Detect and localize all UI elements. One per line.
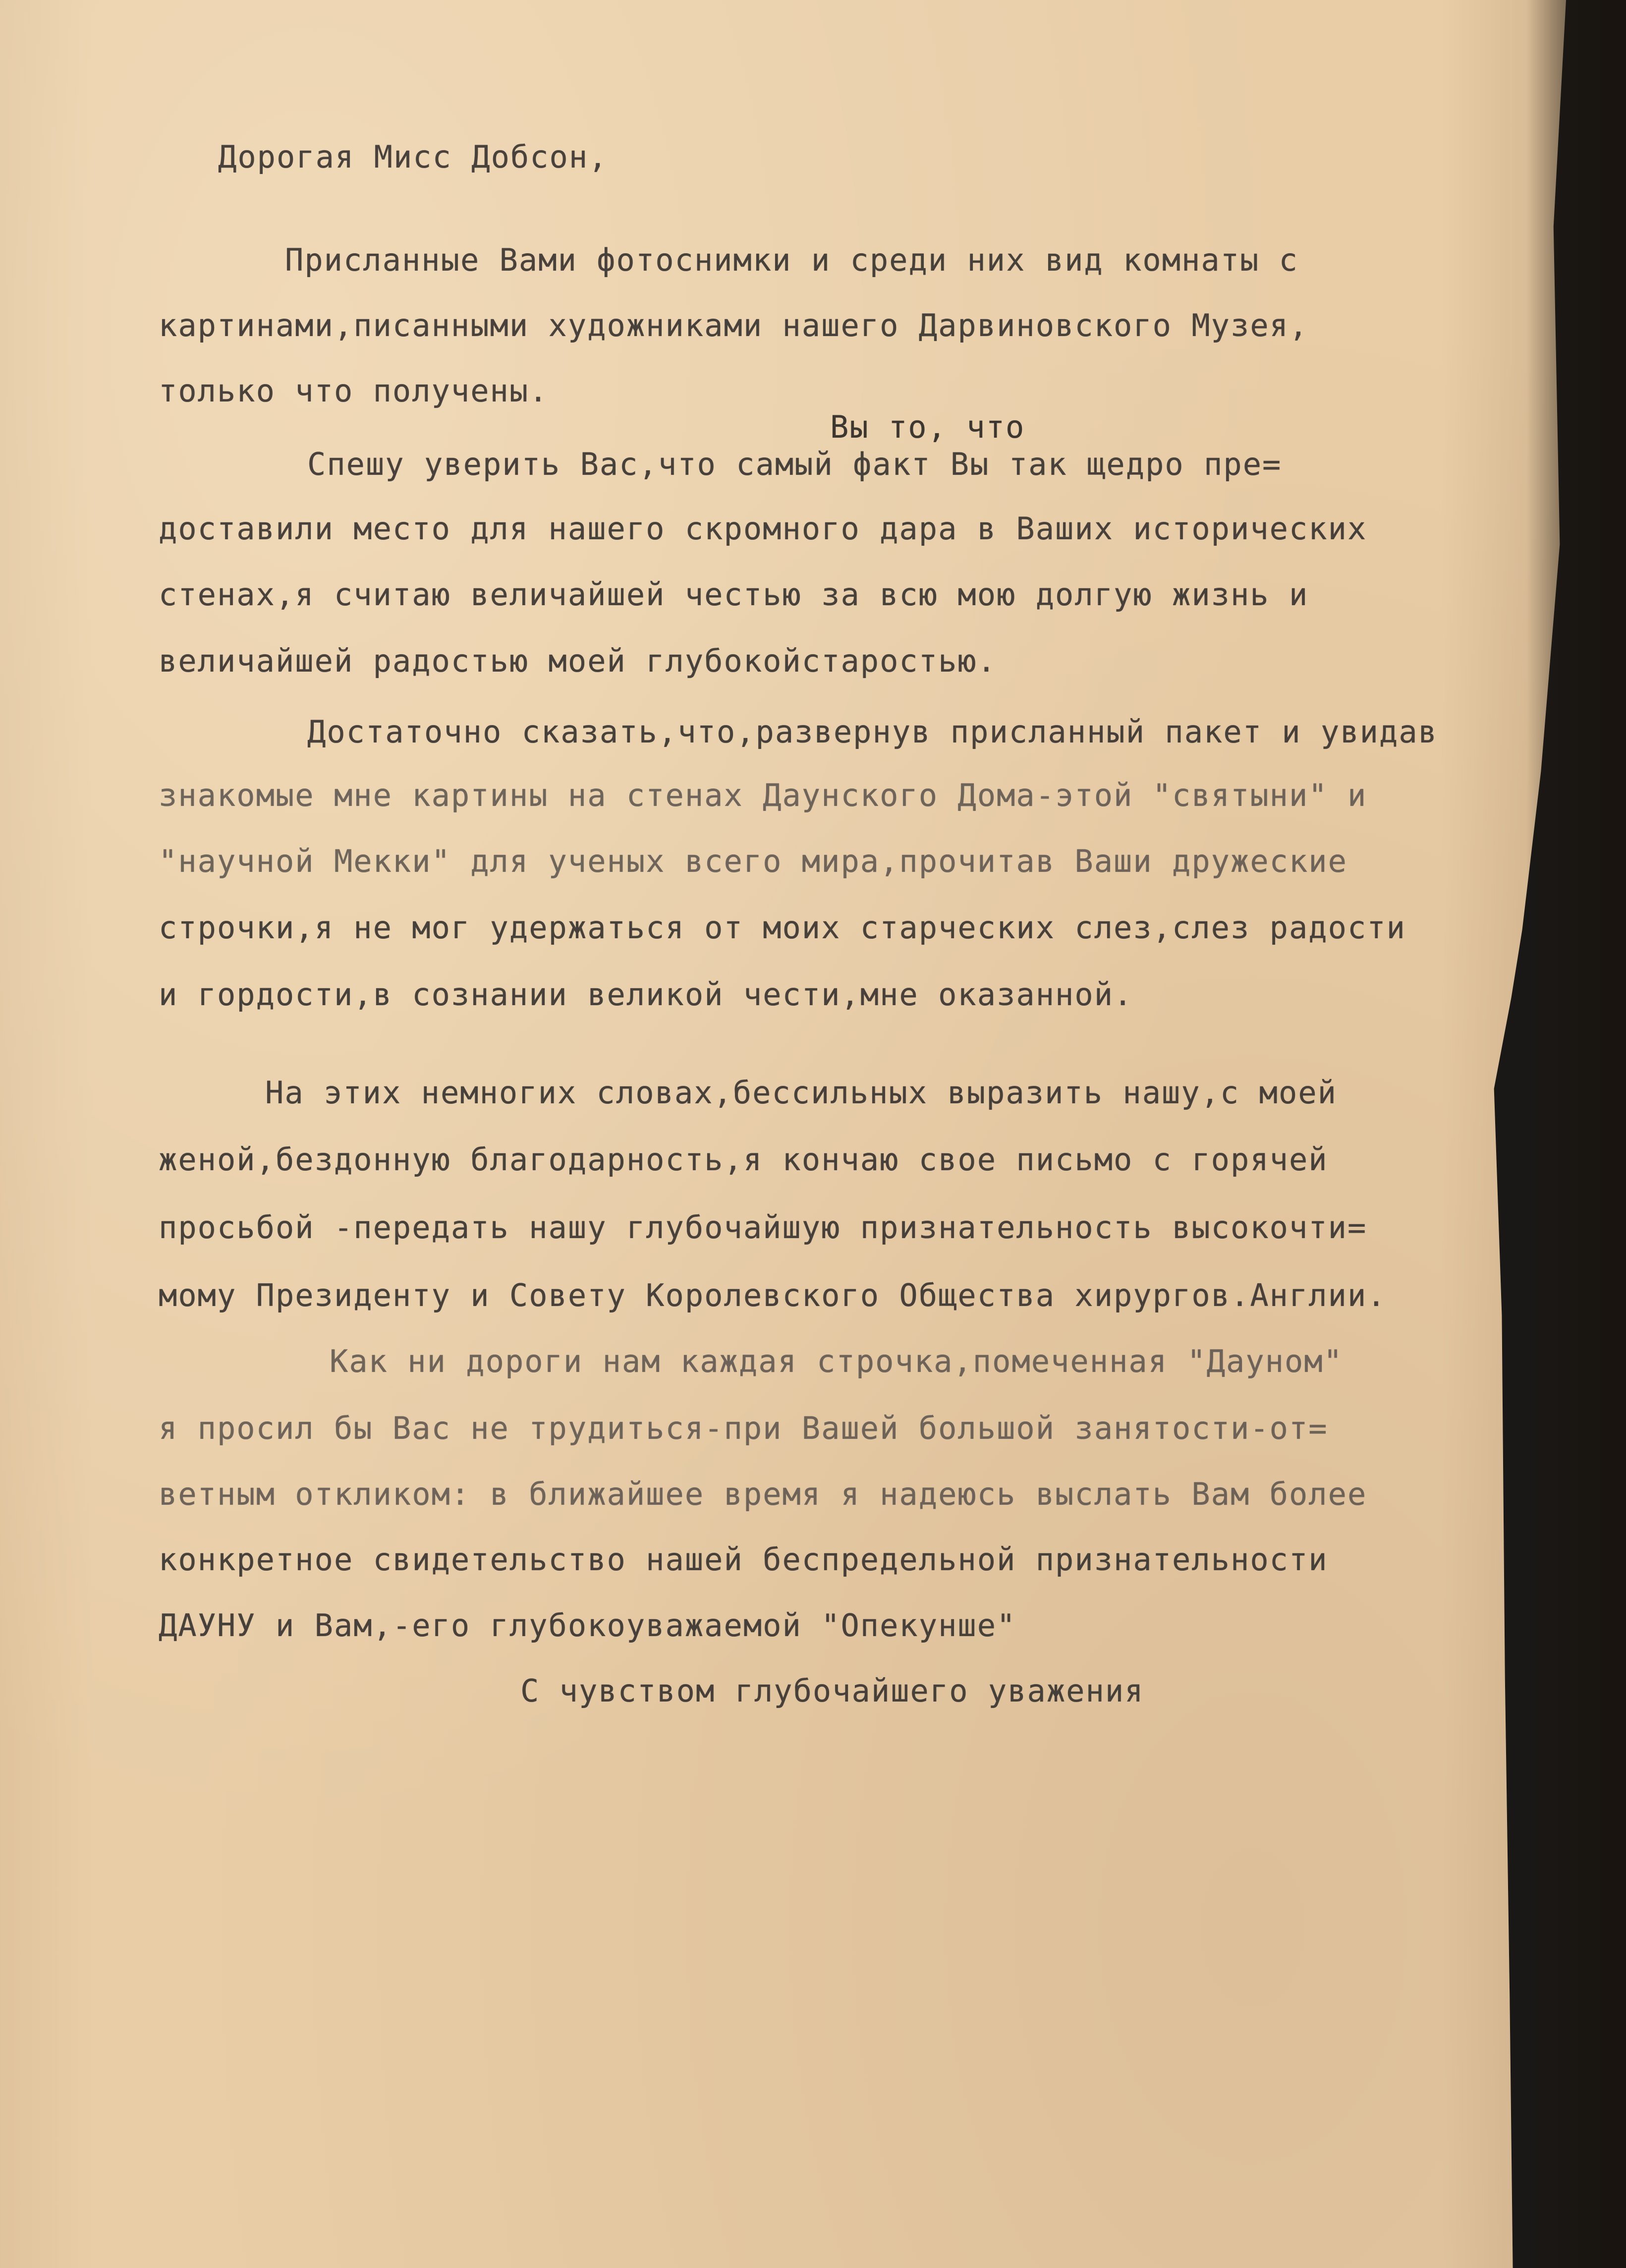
salutation: Дорогая Мисс Добсон, (218, 139, 608, 175)
p2-insert: Вы то, что (830, 409, 1025, 445)
p5-line-5: ДАУНУ и Вам,-его глубокоуважаемой "Опекунше" (159, 1607, 1016, 1644)
p2-line-1: Спешу уверить Вас,что самый факт Вы так щедро пре= (307, 446, 1282, 482)
p4-line-1: На этих немногих словах,бессильных выразить нашу,с моей (265, 1075, 1337, 1111)
p5-line-3: ветным откликом: в ближайшее время я надеюсь выслать Вам более (159, 1476, 1367, 1512)
p3-line-1: Достаточно сказать,что,развернув присланный пакет и увидав (307, 714, 1438, 750)
p4-line-4: мому Президенту и Совету Королевского Общества хирургов.Англии. (159, 1277, 1387, 1313)
p3-line-4: строчки,я не мог удержаться от моих старческих слез,слез радости (159, 909, 1406, 946)
closing: С чувством глубочайшего уважения (520, 1673, 1144, 1709)
p1-line-1: Присланные Вами фотоснимки и среди них вид комнаты с (285, 242, 1299, 278)
p3-line-2: знакомые мне картины на стенах Даунского Дома-этой "святыни" и (159, 777, 1367, 813)
p3-line-3: "научной Мекки" для ученых всего мира,прочитав Ваши дружеские (159, 843, 1347, 879)
p2-line-3: стенах,я считаю величайшей честью за всю мою долгую жизнь и (159, 576, 1309, 613)
p4-line-2: женой,бездонную благодарность,я кончаю свое письмо с горячей (159, 1141, 1328, 1178)
p3-line-5: и гордости,в сознании великой чести,мне оказанной. (159, 976, 1133, 1013)
p5-line-4: конкретное свидетельство нашей беспредельной признательности (159, 1541, 1328, 1578)
p2-line-4: величайшей радостью моей глубокойстаростью. (159, 643, 997, 679)
p5-line-2: я просил бы Вас не трудиться-при Вашей большой занятости-от= (159, 1410, 1328, 1446)
p4-line-3: просьбой -передать нашу глубочайшую признательность высокочти= (159, 1209, 1367, 1246)
p5-line-1: Как ни дороги нам каждая строчка,помеченная "Дауном" (330, 1343, 1344, 1379)
p1-line-3: только что получены. (159, 373, 549, 409)
p2-line-2: доставили место для нашего скромного дара в Ваших исторических (159, 510, 1367, 547)
p1-line-2: картинами,писанными художниками нашего Дарвиновского Музея, (159, 307, 1309, 343)
